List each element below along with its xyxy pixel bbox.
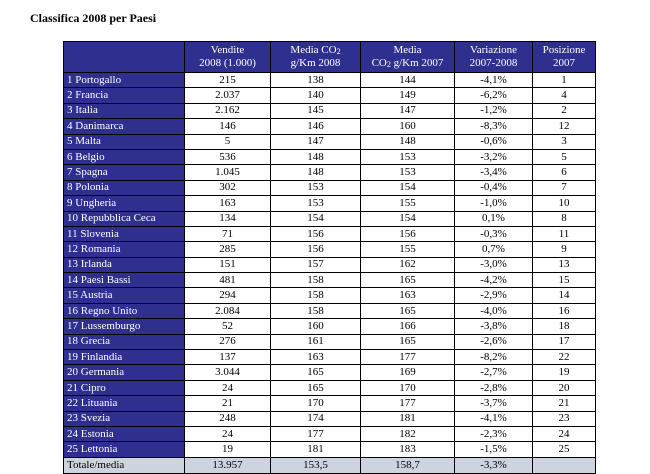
country-cell: 21 Cipro — [64, 380, 185, 395]
table-row — [64, 149, 596, 164]
sales-cell: 481 — [185, 273, 271, 288]
column-header-co2-2007 — [361, 42, 455, 73]
co2-2007-cell: 162 — [361, 257, 455, 272]
country-cell: 12 Romania — [64, 242, 185, 257]
co2-2007-cell: 148 — [361, 134, 455, 149]
column-header-country — [64, 42, 185, 73]
total-co2-2007: 158,7 — [361, 457, 455, 473]
co2-2008-cell: 156 — [271, 242, 361, 257]
position-cell: 1 — [533, 73, 596, 88]
co2-2007-cell: 154 — [361, 180, 455, 195]
position-cell: 16 — [533, 303, 596, 318]
co2-2007-cell: 163 — [361, 288, 455, 303]
country-cell: 14 Paesi Bassi — [64, 273, 185, 288]
table-row — [64, 288, 596, 303]
position-header-line1: Posizione — [542, 44, 586, 56]
co2-2008-cell: 158 — [271, 303, 361, 318]
table-row — [64, 426, 596, 441]
co2-2008-header-sub: 2 — [336, 47, 341, 56]
country-cell: 1 Portogallo — [64, 73, 185, 88]
variation-header-line2: 2007-2008 — [469, 57, 518, 69]
position-cell: 18 — [533, 319, 596, 334]
position-cell: 2 — [533, 103, 596, 118]
position-cell: 9 — [533, 242, 596, 257]
table-row — [64, 319, 596, 334]
co2-2007-cell: 165 — [361, 334, 455, 349]
position-cell: 25 — [533, 442, 596, 457]
ranking-table — [63, 41, 596, 474]
position-cell: 6 — [533, 165, 596, 180]
co2-2007-cell: 153 — [361, 165, 455, 180]
position-cell: 12 — [533, 119, 596, 134]
co2-2007-header-sub: 2 — [386, 60, 391, 69]
co2-2008-header-line2: g/Km 2008 — [290, 57, 341, 69]
co2-2007-cell: 183 — [361, 442, 455, 457]
co2-2008-cell: 154 — [271, 211, 361, 226]
co2-2008-cell: 177 — [271, 426, 361, 441]
position-cell: 19 — [533, 365, 596, 380]
position-cell: 15 — [533, 273, 596, 288]
co2-2008-cell: 148 — [271, 149, 361, 164]
co2-2007-cell: 154 — [361, 211, 455, 226]
co2-2008-cell: 156 — [271, 226, 361, 241]
co2-2007-cell: 182 — [361, 426, 455, 441]
co2-2008-cell: 145 — [271, 103, 361, 118]
variation-cell: -0,4% — [455, 180, 533, 195]
co2-2008-cell: 138 — [271, 73, 361, 88]
co2-2007-cell: 177 — [361, 350, 455, 365]
total-position — [533, 457, 596, 473]
position-cell: 17 — [533, 334, 596, 349]
country-cell: 3 Italia — [64, 103, 185, 118]
total-co2-2008: 153,5 — [271, 457, 361, 473]
variation-cell: -3,8% — [455, 319, 533, 334]
co2-2007-cell: 155 — [361, 242, 455, 257]
sales-cell: 5 — [185, 134, 271, 149]
country-cell: 6 Belgio — [64, 149, 185, 164]
co2-2007-cell: 144 — [361, 73, 455, 88]
variation-cell: -0,3% — [455, 226, 533, 241]
sales-cell: 536 — [185, 149, 271, 164]
variation-cell: -1,2% — [455, 103, 533, 118]
co2-2007-cell: 147 — [361, 103, 455, 118]
variation-cell: -2,7% — [455, 365, 533, 380]
table-row — [64, 365, 596, 380]
variation-cell: -1,5% — [455, 442, 533, 457]
position-cell: 21 — [533, 396, 596, 411]
table-row — [64, 119, 596, 134]
co2-2007-header-line2a: CO — [371, 57, 387, 69]
table-row — [64, 73, 596, 88]
co2-2007-cell: 170 — [361, 380, 455, 395]
table-row — [64, 380, 596, 395]
co2-2008-cell: 163 — [271, 350, 361, 365]
table-row — [64, 226, 596, 241]
sales-cell: 1.045 — [185, 165, 271, 180]
country-cell: 8 Polonia — [64, 180, 185, 195]
position-cell: 23 — [533, 411, 596, 426]
table-row — [64, 257, 596, 272]
co2-2008-cell: 170 — [271, 396, 361, 411]
sales-header-line1: Vendite — [210, 44, 245, 56]
variation-cell: -2,8% — [455, 380, 533, 395]
co2-2008-header-line1: Media CO — [290, 44, 337, 56]
position-cell: 11 — [533, 226, 596, 241]
table-row — [64, 165, 596, 180]
position-cell: 8 — [533, 211, 596, 226]
total-row — [64, 457, 596, 473]
variation-cell: -3,2% — [455, 149, 533, 164]
country-cell: 24 Estonia — [64, 426, 185, 441]
variation-cell: -4,1% — [455, 73, 533, 88]
sales-cell: 137 — [185, 350, 271, 365]
table-row — [64, 103, 596, 118]
country-cell: 4 Danimarca — [64, 119, 185, 134]
co2-2007-cell: 156 — [361, 226, 455, 241]
country-cell: 9 Ungheria — [64, 196, 185, 211]
sales-cell: 24 — [185, 426, 271, 441]
co2-2007-cell: 165 — [361, 273, 455, 288]
variation-cell: 0,7% — [455, 242, 533, 257]
sales-cell: 19 — [185, 442, 271, 457]
sales-cell: 302 — [185, 180, 271, 195]
sales-cell: 215 — [185, 73, 271, 88]
country-cell: 25 Lettonia — [64, 442, 185, 457]
country-cell: 15 Austria — [64, 288, 185, 303]
sales-cell: 52 — [185, 319, 271, 334]
country-cell: 18 Grecia — [64, 334, 185, 349]
sales-cell: 3.044 — [185, 365, 271, 380]
table-row — [64, 442, 596, 457]
position-cell: 10 — [533, 196, 596, 211]
column-header-sales — [185, 42, 271, 73]
variation-cell: -8,3% — [455, 119, 533, 134]
co2-2007-cell: 166 — [361, 319, 455, 334]
table-row — [64, 88, 596, 103]
table-row — [64, 196, 596, 211]
table-body — [64, 73, 596, 458]
country-cell: 5 Malta — [64, 134, 185, 149]
co2-2007-cell: 160 — [361, 119, 455, 134]
country-cell: 2 Francia — [64, 88, 185, 103]
variation-cell: -0,6% — [455, 134, 533, 149]
column-header-co2-2008 — [271, 42, 361, 73]
variation-cell: -2,6% — [455, 334, 533, 349]
co2-2008-cell: 146 — [271, 119, 361, 134]
total-sales: 13.957 — [185, 457, 271, 473]
table-row — [64, 350, 596, 365]
country-cell: 16 Regno Unito — [64, 303, 185, 318]
co2-2007-cell: 155 — [361, 196, 455, 211]
position-cell: 24 — [533, 426, 596, 441]
co2-2008-cell: 161 — [271, 334, 361, 349]
position-cell: 20 — [533, 380, 596, 395]
co2-2007-header-line1: Media — [393, 44, 422, 56]
variation-cell: 0,1% — [455, 211, 533, 226]
co2-2007-cell: 181 — [361, 411, 455, 426]
variation-cell: -2,9% — [455, 288, 533, 303]
sales-header-line2: 2008 (1.000) — [199, 57, 256, 69]
sales-cell: 71 — [185, 226, 271, 241]
co2-2008-cell: 160 — [271, 319, 361, 334]
co2-2008-cell: 165 — [271, 365, 361, 380]
table-row — [64, 211, 596, 226]
column-header-variation — [455, 42, 533, 73]
sales-cell: 146 — [185, 119, 271, 134]
variation-header-line1: Variazione — [469, 44, 518, 56]
position-cell: 4 — [533, 88, 596, 103]
co2-2008-cell: 158 — [271, 288, 361, 303]
sales-cell: 2.162 — [185, 103, 271, 118]
table-row — [64, 303, 596, 318]
co2-2008-cell: 174 — [271, 411, 361, 426]
variation-cell: -3,0% — [455, 257, 533, 272]
total-label: Totale/media — [64, 457, 185, 473]
total-variation: -3,3% — [455, 457, 533, 473]
country-cell: 13 Irlanda — [64, 257, 185, 272]
co2-2007-cell: 169 — [361, 365, 455, 380]
header-row — [64, 42, 596, 73]
co2-2007-cell: 153 — [361, 149, 455, 164]
co2-2007-cell: 165 — [361, 303, 455, 318]
co2-2008-cell: 147 — [271, 134, 361, 149]
co2-2008-cell: 165 — [271, 380, 361, 395]
column-header-position — [533, 42, 596, 73]
sales-cell: 2.084 — [185, 303, 271, 318]
table-row — [64, 134, 596, 149]
variation-cell: -3,4% — [455, 165, 533, 180]
variation-cell: -2,3% — [455, 426, 533, 441]
table-row — [64, 396, 596, 411]
co2-2007-header-line2b: g/Km 2007 — [390, 57, 444, 69]
variation-cell: -4,2% — [455, 273, 533, 288]
sales-cell: 285 — [185, 242, 271, 257]
co2-2007-cell: 177 — [361, 396, 455, 411]
table-row — [64, 273, 596, 288]
position-cell: 14 — [533, 288, 596, 303]
sales-cell: 163 — [185, 196, 271, 211]
position-header-line2: 2007 — [553, 57, 575, 69]
country-cell: 22 Lituania — [64, 396, 185, 411]
country-cell: 17 Lussemburgo — [64, 319, 185, 334]
sales-cell: 134 — [185, 211, 271, 226]
sales-cell: 248 — [185, 411, 271, 426]
co2-2008-cell: 153 — [271, 180, 361, 195]
table-row — [64, 334, 596, 349]
variation-cell: -4,0% — [455, 303, 533, 318]
co2-2008-cell: 181 — [271, 442, 361, 457]
country-cell: 10 Repubblica Ceca — [64, 211, 185, 226]
co2-2008-cell: 153 — [271, 196, 361, 211]
sales-cell: 151 — [185, 257, 271, 272]
variation-cell: -6,2% — [455, 88, 533, 103]
co2-2008-cell: 140 — [271, 88, 361, 103]
sales-cell: 21 — [185, 396, 271, 411]
page-title: Classifica 2008 per Paesi — [30, 11, 157, 25]
position-cell: 5 — [533, 149, 596, 164]
variation-cell: -3,7% — [455, 396, 533, 411]
sales-cell: 294 — [185, 288, 271, 303]
table-row — [64, 411, 596, 426]
co2-2007-cell: 149 — [361, 88, 455, 103]
variation-cell: -1,0% — [455, 196, 533, 211]
country-cell: 23 Svezia — [64, 411, 185, 426]
co2-2008-cell: 148 — [271, 165, 361, 180]
position-cell: 3 — [533, 134, 596, 149]
sales-cell: 24 — [185, 380, 271, 395]
position-cell: 7 — [533, 180, 596, 195]
country-cell: 7 Spagna — [64, 165, 185, 180]
position-cell: 22 — [533, 350, 596, 365]
country-cell: 20 Germania — [64, 365, 185, 380]
sales-cell: 2.037 — [185, 88, 271, 103]
variation-cell: -8,2% — [455, 350, 533, 365]
co2-2008-cell: 158 — [271, 273, 361, 288]
country-cell: 19 Finlandia — [64, 350, 185, 365]
variation-cell: -4,1% — [455, 411, 533, 426]
country-cell: 11 Slovenia — [64, 226, 185, 241]
position-cell: 13 — [533, 257, 596, 272]
sales-cell: 276 — [185, 334, 271, 349]
table-row — [64, 242, 596, 257]
co2-2008-cell: 157 — [271, 257, 361, 272]
table-row — [64, 180, 596, 195]
